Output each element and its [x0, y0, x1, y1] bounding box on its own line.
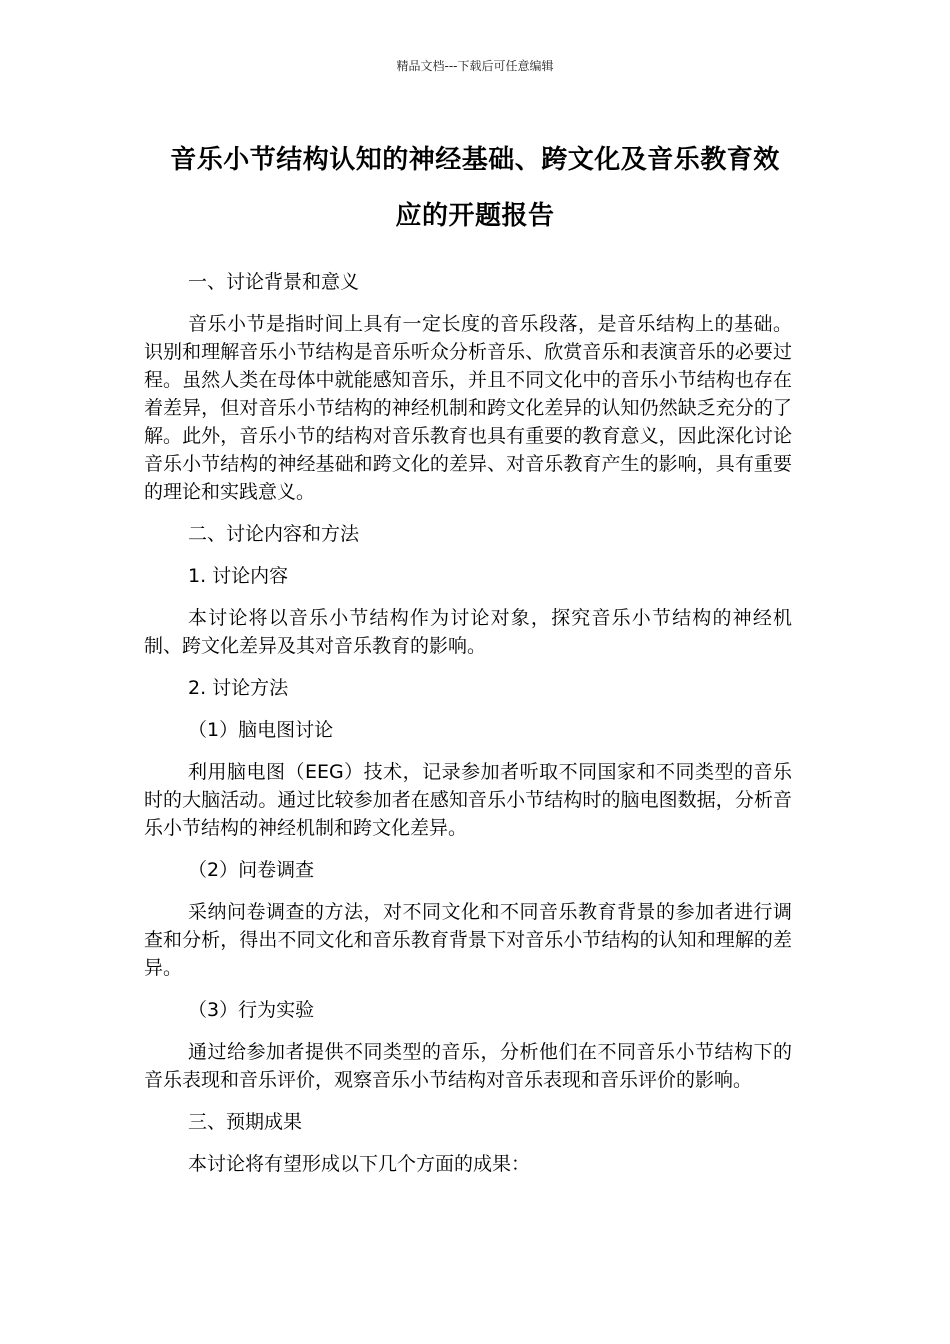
document-body — [144, 268, 792, 1192]
document-title — [130, 132, 820, 244]
section-2-1-paragraph: 本讨论将以音乐小节结构作为讨论对象，探究音乐小节结构的神经机制、跨文化差异及其对音乐教育的影响。 — [144, 607, 792, 657]
method-3-paragraph: 通过给参加者提供不同类型的音乐，分析他们在不同音乐小节结构下的音乐表现和音乐评价，观察音乐小节结构对音乐表现和音乐评价的影响。 — [144, 1041, 792, 1091]
section-2-heading: 二、讨论内容和方法 — [188, 523, 360, 545]
section-2-1-heading: 1. 讨论内容 — [188, 565, 289, 587]
section-3-paragraph: 本讨论将有望形成以下几个方面的成果： — [188, 1153, 531, 1175]
title-line-2: 应的开题报告 — [395, 201, 555, 231]
method-3-heading: （3）行为实验 — [188, 999, 315, 1021]
method-1-heading: （1）脑电图讨论 — [188, 719, 334, 741]
section-1-paragraph: 音乐小节是指时间上具有一定长度的音乐段落，是音乐结构上的基础。识别和理解音乐小节结构是音乐听众分析音乐、欣赏音乐和表演音乐的必要过程。虽然人类在母体中就能感知音乐，并且不同文化中的音乐小节结构也存在着差异，但对音乐小节结构的神经机制和跨文化差异的认知仍然缺乏充分的了解。此外，音乐小节的结构对音乐教育也具有重要的教育意义，因此深化讨论音乐小节结构的神经基础和跨文化的差异、对音乐教育产生的影响，具有重要的理论和实践意义。 — [144, 313, 792, 503]
section-2-2-heading: 2. 讨论方法 — [188, 677, 289, 699]
method-2-paragraph: 采纳问卷调查的方法，对不同文化和不同音乐教育背景的参加者进行调查和分析，得出不同文化和音乐教育背景下对音乐小节结构的认知和理解的差异。 — [144, 901, 792, 979]
title-line-1: 音乐小节结构认知的神经基础、跨文化及音乐教育效 — [170, 145, 780, 175]
header-note: 精品文档---下载后可任意编辑 — [396, 59, 554, 73]
method-1-paragraph: 利用脑电图（EEG）技术，记录参加者听取不同国家和不同类型的音乐时的大脑活动。通过比较参加者在感知音乐小节结构时的脑电图数据，分析音乐小节结构的神经机制和跨文化差异。 — [144, 761, 792, 839]
section-1-heading: 一、讨论背景和意义 — [188, 271, 360, 293]
section-3-heading: 三、预期成果 — [188, 1111, 303, 1133]
method-2-heading: （2）问卷调查 — [188, 859, 315, 881]
